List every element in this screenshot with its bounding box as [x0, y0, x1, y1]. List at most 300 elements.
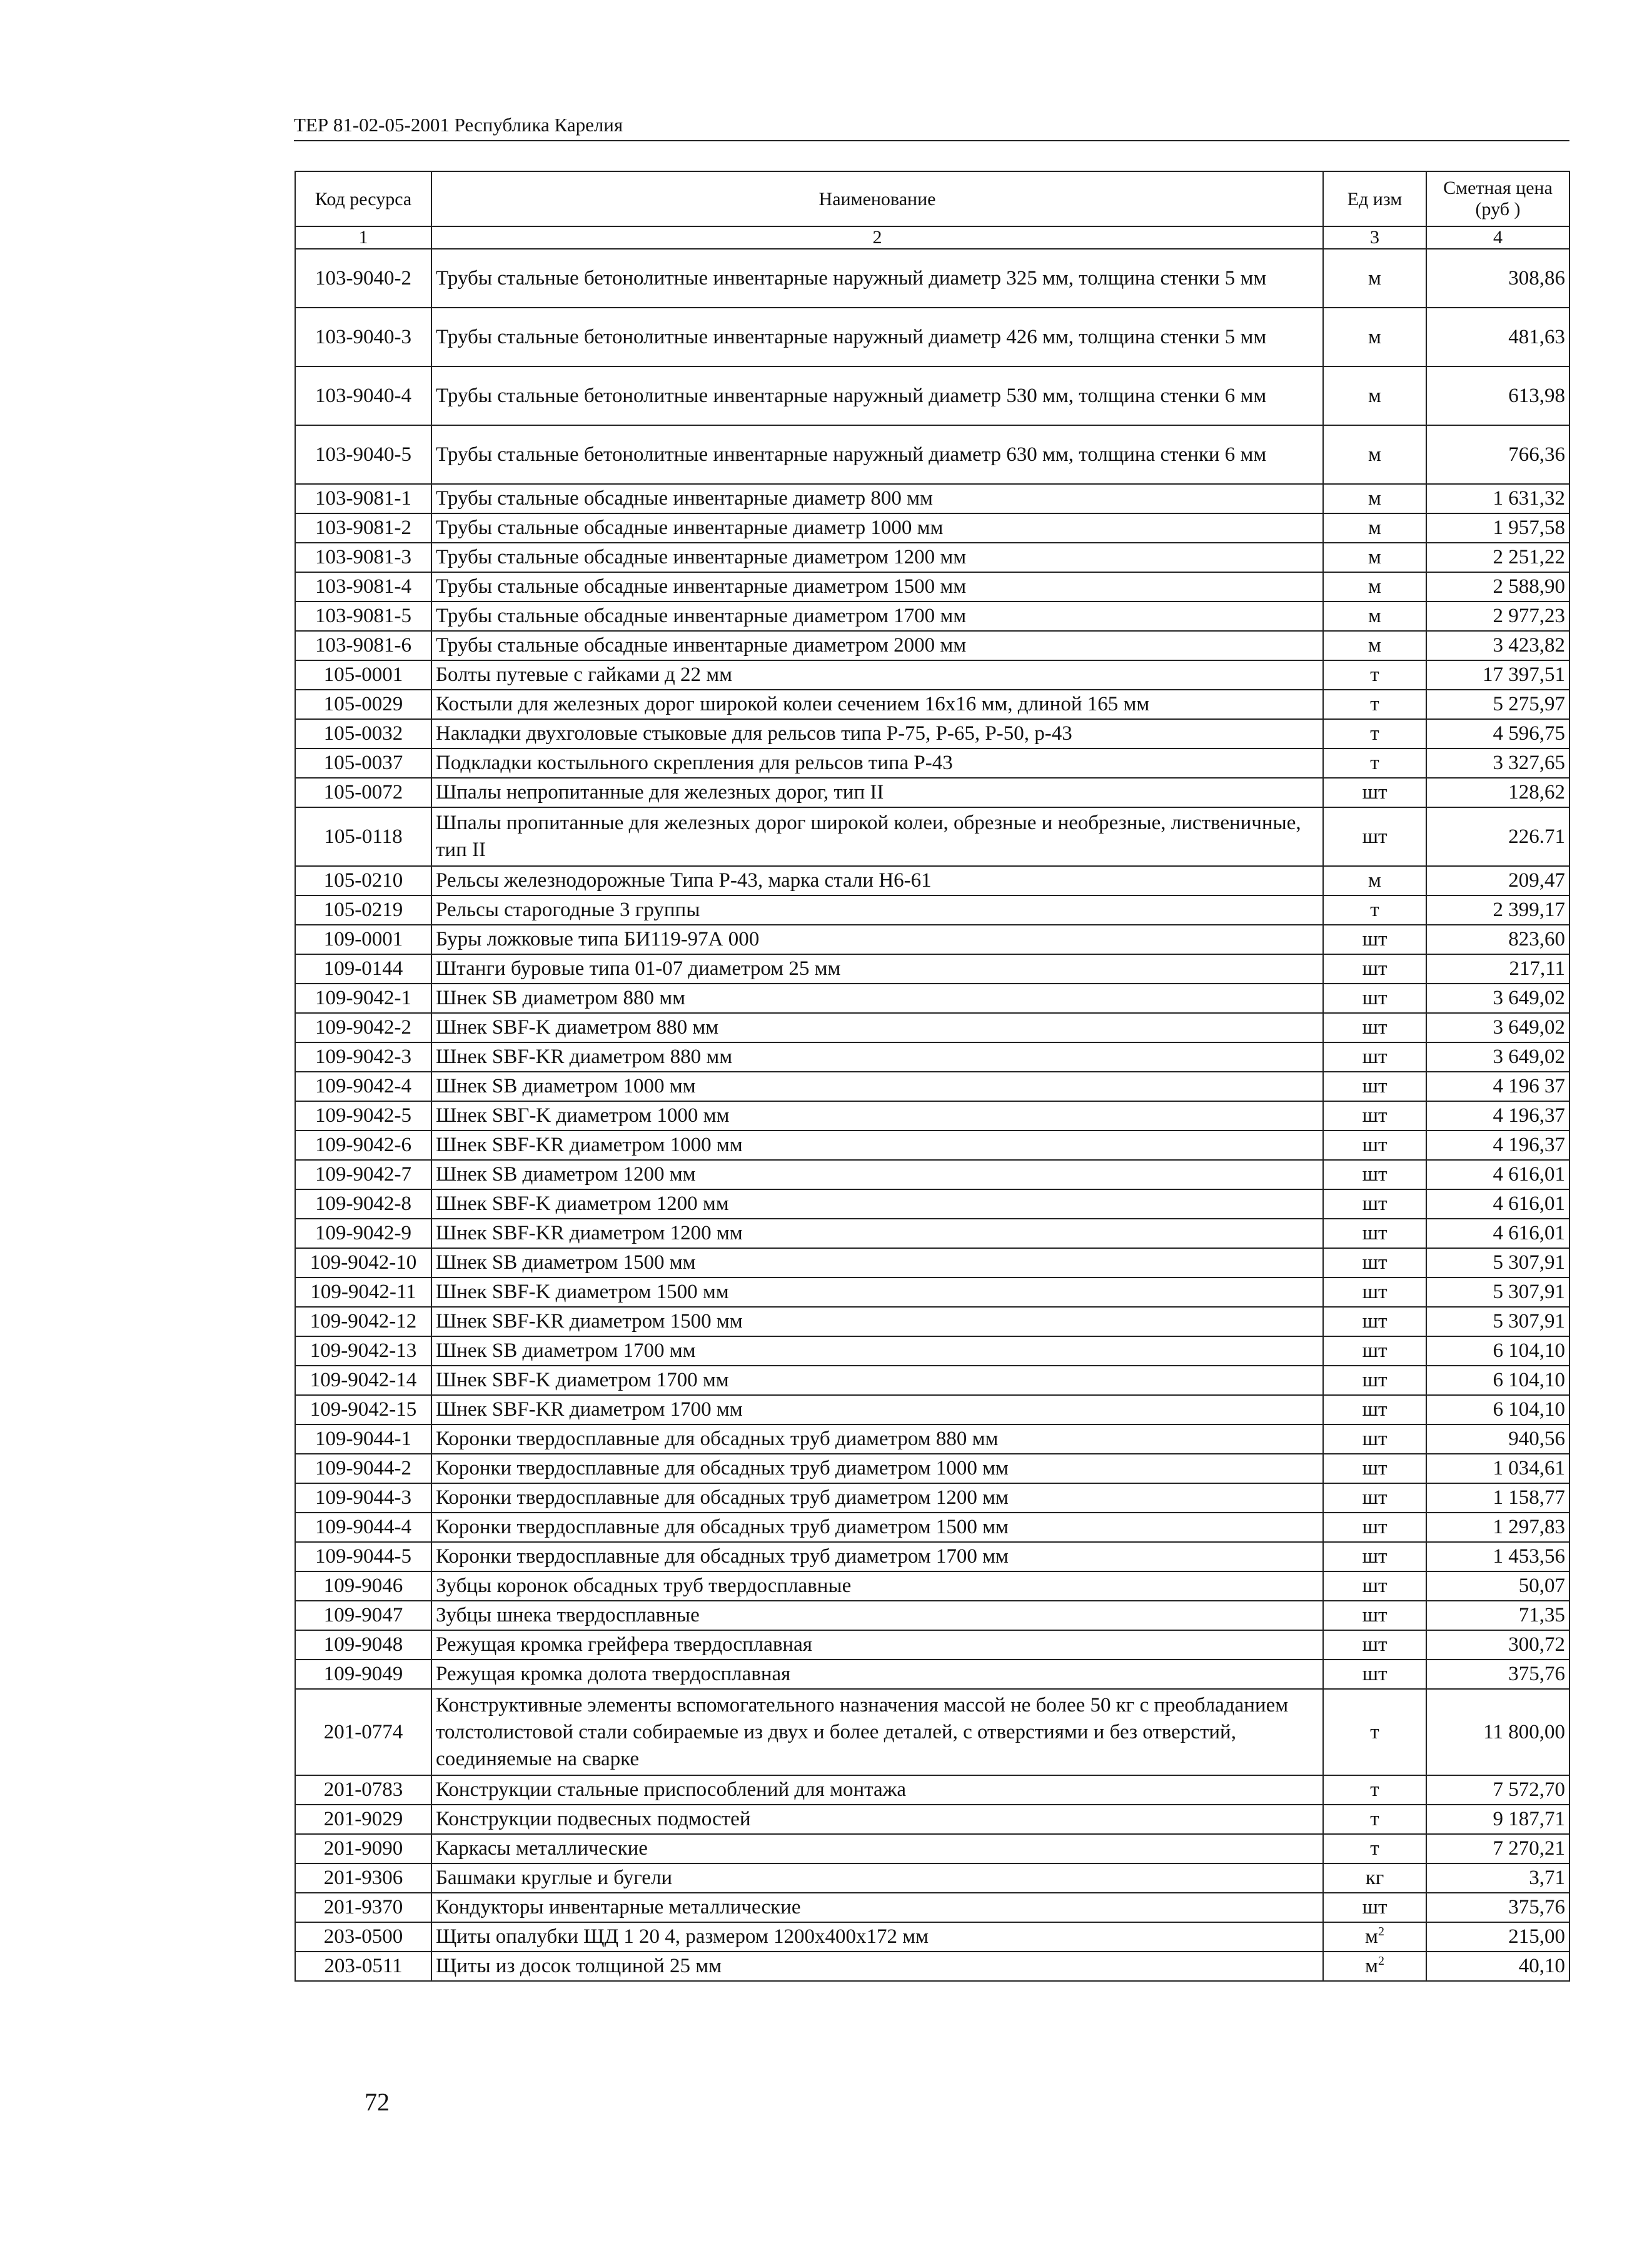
column-header-code: Код ресурса	[295, 171, 431, 226]
price-cell-text: 1 158,77	[1493, 1486, 1565, 1509]
table-row	[295, 484, 1569, 513]
unit-cell-text: шт	[1362, 1104, 1388, 1127]
resource-code-cell	[295, 1805, 431, 1834]
resource-code-cell-text: 109-0144	[323, 957, 403, 980]
table-row	[295, 1189, 1569, 1219]
table-row	[295, 1922, 1569, 1952]
price-cell	[1426, 366, 1569, 425]
table-row	[295, 1336, 1569, 1366]
unit-cell-text: шт	[1362, 1134, 1388, 1156]
resource-name-cell	[431, 1834, 1323, 1863]
unit-cell-text: шт	[1362, 1398, 1388, 1421]
price-cell	[1426, 602, 1569, 631]
resource-code-cell	[295, 1863, 431, 1893]
resource-name-cell-text: Шнек SBF-KR диаметром 1700 мм	[436, 1398, 743, 1421]
unit-cell-text: шт	[1362, 1545, 1388, 1568]
resource-name-cell	[431, 1219, 1323, 1248]
resource-code-cell-text: 109-9042-8	[315, 1192, 411, 1215]
resource-name-cell	[431, 866, 1323, 895]
resource-code-cell-text: 201-9370	[323, 1896, 403, 1918]
resource-name-cell-text: Конструкции подвесных подмостей	[436, 1808, 751, 1830]
resource-code-cell-text: 109-9042-14	[310, 1369, 417, 1391]
resource-name-cell	[431, 484, 1323, 513]
table-row	[295, 1424, 1569, 1454]
price-cell	[1426, 1805, 1569, 1834]
resource-code-cell	[295, 1336, 431, 1366]
unit-cell	[1323, 660, 1426, 690]
table-row	[295, 513, 1569, 543]
resource-code-cell	[295, 1542, 431, 1571]
table-row	[295, 1893, 1569, 1922]
resource-name-cell-text: Штанги буровые типа 01-07 диаметром 25 мм	[436, 957, 841, 980]
price-cell	[1426, 1248, 1569, 1278]
price-cell	[1426, 425, 1569, 484]
price-cell-text: 2 251,22	[1493, 546, 1565, 568]
unit-cell	[1323, 984, 1426, 1013]
price-cell	[1426, 1072, 1569, 1101]
resource-name-cell-text: Трубы стальные бетонолитные инвентарные наружный диаметр 426 мм, толщина стенки 5 мм	[436, 325, 1267, 348]
resource-code-cell-text: 109-9042-11	[310, 1281, 416, 1303]
resource-name-cell	[431, 954, 1323, 984]
unit-cell-text: м	[1368, 384, 1381, 407]
resource-name-cell	[431, 1571, 1323, 1601]
resource-code-cell-text: 109-9042-3	[315, 1046, 411, 1068]
column-number-row	[295, 226, 1569, 249]
resource-name-cell-text: Конструктивные элементы вспомогательного назначения массой не более 50 кг с преобладанием толстолистовой стали собираемые из двух и более деталей, с отверстиями и без отверстий, соединяемые на сварке	[436, 1693, 1289, 1770]
price-cell-text: 9 187,71	[1493, 1808, 1565, 1830]
resource-name-cell	[431, 366, 1323, 425]
resource-name-cell	[431, 1454, 1323, 1483]
unit-cell	[1323, 1219, 1426, 1248]
resource-name-cell-text: Конструкции стальные приспособлений для монтажа	[436, 1778, 907, 1801]
unit-cell	[1323, 308, 1426, 366]
unit-cell	[1323, 602, 1426, 631]
table-row	[295, 925, 1569, 954]
price-cell	[1426, 1307, 1569, 1336]
table-row	[295, 1805, 1569, 1834]
resource-code-cell-text: 103-9081-4	[315, 575, 411, 598]
unit-cell-text: т	[1370, 899, 1379, 921]
resource-code-cell-text: 201-9306	[323, 1867, 403, 1889]
price-cell-text: 6 104,10	[1493, 1339, 1565, 1362]
table-row	[295, 1072, 1569, 1101]
price-cell	[1426, 1278, 1569, 1307]
resource-name-cell-text: Шнек SB диаметром 1500 мм	[436, 1251, 696, 1274]
price-cell-text: 128,62	[1508, 781, 1565, 804]
resource-code-cell	[295, 1366, 431, 1395]
table-row	[295, 1042, 1569, 1072]
price-cell	[1426, 1863, 1569, 1893]
unit-cell-text: шт	[1362, 1339, 1388, 1362]
resource-name-cell	[431, 1160, 1323, 1189]
resource-code-cell-text: 109-9042-10	[310, 1251, 417, 1274]
resource-code-cell-text: 105-0001	[323, 663, 403, 686]
table-row	[295, 660, 1569, 690]
price-cell-text: 1 453,56	[1493, 1545, 1565, 1568]
table-row	[295, 1219, 1569, 1248]
unit-cell-text: шт	[1362, 1310, 1388, 1333]
resource-name-cell-text: Коронки твердосплавные для обсадных труб диаметром 1500 мм	[436, 1516, 1009, 1538]
price-cell-text: 6 104,10	[1493, 1398, 1565, 1421]
price-cell	[1426, 1571, 1569, 1601]
unit-cell-text: шт	[1362, 1604, 1388, 1626]
table-row	[295, 954, 1569, 984]
resource-code-cell	[295, 513, 431, 543]
resource-name-cell-text: Трубы стальные обсадные инвентарные диаметром 1500 мм	[436, 575, 967, 598]
resource-name-cell	[431, 1863, 1323, 1893]
resource-name-cell	[431, 1366, 1323, 1395]
resource-name-cell	[431, 748, 1323, 778]
column-header-name: Наименование	[431, 171, 1323, 226]
table-row	[295, 1630, 1569, 1660]
unit-cell-text: т	[1370, 1808, 1379, 1830]
price-cell-text: 5 307,91	[1493, 1281, 1565, 1303]
unit-cell-text: т	[1370, 1720, 1379, 1743]
resource-code-cell	[295, 1513, 431, 1542]
resource-price-table	[295, 171, 1570, 1982]
resource-name-cell	[431, 1072, 1323, 1101]
resource-code-cell	[295, 249, 431, 308]
price-cell-text: 11 800,00	[1483, 1720, 1565, 1743]
resource-code-cell-text: 201-9029	[323, 1808, 403, 1830]
resource-code-cell-text: 109-9042-6	[315, 1134, 411, 1156]
unit-cell-text: м	[1368, 487, 1381, 510]
price-cell-text: 300,72	[1508, 1633, 1565, 1656]
unit-cell	[1323, 690, 1426, 719]
resource-name-cell-text: Трубы стальные бетонолитные инвентарные наружный диаметр 530 мм, толщина стенки 6 мм	[436, 384, 1267, 407]
resource-code-cell	[295, 1189, 431, 1219]
resource-name-cell-text: Коронки твердосплавные для обсадных труб диаметром 1700 мм	[436, 1545, 1009, 1568]
price-cell	[1426, 513, 1569, 543]
resource-code-cell-text: 103-9040-2	[315, 266, 411, 290]
unit-cell	[1323, 1775, 1426, 1805]
table-row	[295, 308, 1569, 366]
document-title: ТЕР 81-02-05-2001 Республика Карелия	[294, 114, 623, 136]
unit-cell-text: шт	[1362, 1281, 1388, 1303]
resource-name-cell-text: Шнек SBF-KR диаметром 1500 мм	[436, 1310, 743, 1333]
resource-name-cell-text: Кондукторы инвентарные металлические	[436, 1896, 801, 1918]
table-row	[295, 1775, 1569, 1805]
unit-cell-text: т	[1370, 693, 1379, 715]
price-cell	[1426, 1013, 1569, 1042]
unit-cell-text: шт	[1362, 1222, 1388, 1244]
resource-code-cell-text: 201-0783	[323, 1778, 403, 1801]
resource-name-cell-text: Коронки твердосплавные для обсадных труб диаметром 880 мм	[436, 1428, 999, 1450]
resource-code-cell	[295, 1834, 431, 1863]
resource-code-cell	[295, 895, 431, 925]
table-row	[295, 572, 1569, 602]
table-row	[295, 984, 1569, 1013]
price-cell-text: 4 196,37	[1493, 1104, 1565, 1127]
price-cell-text: 375,76	[1508, 1896, 1565, 1918]
price-cell	[1426, 1660, 1569, 1689]
resource-name-cell-text: Шнек SBF-K диаметром 1500 мм	[436, 1281, 729, 1303]
resource-name-cell	[431, 631, 1323, 660]
price-cell	[1426, 484, 1569, 513]
resource-code-cell-text: 105-0219	[323, 899, 403, 921]
unit-cell	[1323, 1922, 1426, 1952]
resource-name-cell-text: Режущая кромка грейфера твердосплавная	[436, 1633, 812, 1656]
price-cell-text: 1 297,83	[1493, 1516, 1565, 1538]
unit-cell-text: шт	[1362, 1663, 1388, 1685]
resource-name-cell	[431, 1952, 1323, 1981]
resource-name-cell	[431, 660, 1323, 690]
resource-name-cell-text: Трубы стальные бетонолитные инвентарные наружный диаметр 630 мм, толщина стенки 6 мм	[436, 443, 1267, 466]
column-header-price: Сметная цена (руб )	[1426, 171, 1569, 226]
unit-cell	[1323, 719, 1426, 748]
resource-name-cell	[431, 690, 1323, 719]
unit-cell-text: шт	[1362, 1016, 1388, 1039]
resource-code-cell-text: 109-9044-4	[315, 1516, 411, 1538]
resource-name-cell-text: Шнек SB диаметром 880 мм	[436, 987, 685, 1009]
resource-code-cell	[295, 1160, 431, 1189]
unit-cell	[1323, 1571, 1426, 1601]
price-cell	[1426, 1542, 1569, 1571]
price-cell	[1426, 1630, 1569, 1660]
resource-name-cell-text: Шнек SBF-K диаметром 880 мм	[436, 1016, 719, 1039]
table-header-row	[295, 171, 1569, 226]
unit-cell	[1323, 1101, 1426, 1131]
resource-name-cell	[431, 1660, 1323, 1689]
table-row	[295, 1660, 1569, 1689]
price-cell-text: 209,47	[1508, 869, 1565, 892]
resource-name-cell-text: Башмаки круглые и бугели	[436, 1867, 673, 1889]
unit-cell	[1323, 1834, 1426, 1863]
unit-cell-text: м	[1368, 266, 1381, 290]
price-cell	[1426, 1395, 1569, 1424]
resource-code-cell	[295, 1395, 431, 1424]
table-row	[295, 1454, 1569, 1483]
resource-code-cell	[295, 1775, 431, 1805]
price-cell	[1426, 1775, 1569, 1805]
price-cell	[1426, 1513, 1569, 1542]
unit-cell	[1323, 1660, 1426, 1689]
unit-cell	[1323, 1395, 1426, 1424]
resource-code-cell-text: 201-9090	[323, 1837, 403, 1860]
resource-code-cell-text: 109-9042-4	[315, 1075, 411, 1097]
unit-cell-text: шт	[1362, 1486, 1388, 1509]
table-row	[295, 1101, 1569, 1131]
table-row	[295, 1366, 1569, 1395]
unit-cell	[1323, 925, 1426, 954]
resource-name-cell-text: Трубы стальные бетонолитные инвентарные наружный диаметр 325 мм, толщина стенки 5 мм	[436, 266, 1267, 290]
price-cell	[1426, 1131, 1569, 1160]
resource-code-cell	[295, 1571, 431, 1601]
resource-code-cell-text: 103-9081-6	[315, 634, 411, 657]
unit-cell-text: шт	[1362, 1046, 1388, 1068]
unit-cell-text: м	[1368, 443, 1381, 466]
price-cell-text: 7 572,70	[1493, 1778, 1565, 1801]
resource-code-cell	[295, 1248, 431, 1278]
unit-cell-text: м	[1368, 325, 1381, 348]
price-cell	[1426, 1454, 1569, 1483]
resource-code-cell-text: 103-9081-1	[315, 487, 411, 510]
price-cell-text: 4 596,75	[1493, 722, 1565, 745]
price-cell	[1426, 719, 1569, 748]
table-row	[295, 778, 1569, 807]
price-cell-text: 2 977,23	[1493, 605, 1565, 627]
column-number: 4	[1426, 226, 1569, 249]
resource-name-cell	[431, 1630, 1323, 1660]
resource-name-cell-text: Трубы стальные обсадные инвентарные диаметром 1700 мм	[436, 605, 967, 627]
resource-code-cell-text: 109-9047	[323, 1604, 403, 1626]
unit-cell	[1323, 1131, 1426, 1160]
resource-code-cell	[295, 572, 431, 602]
resource-name-cell-text: Зубцы шнека твердосплавные	[436, 1604, 700, 1626]
price-cell-text: 766,36	[1508, 443, 1565, 466]
price-cell-text: 3 649,02	[1493, 987, 1565, 1009]
price-cell-text: 2 588,90	[1493, 575, 1565, 598]
unit-cell	[1323, 1366, 1426, 1395]
resource-code-cell	[295, 866, 431, 895]
resource-name-cell	[431, 1189, 1323, 1219]
price-cell-text: 1 034,61	[1493, 1457, 1565, 1479]
unit-cell	[1323, 895, 1426, 925]
resource-code-cell-text: 105-0032	[323, 722, 403, 745]
resource-name-cell-text: Коронки твердосплавные для обсадных труб диаметром 1000 мм	[436, 1457, 1009, 1479]
resource-code-cell-text: 105-0029	[323, 693, 403, 715]
price-cell	[1426, 660, 1569, 690]
resource-code-cell	[295, 308, 431, 366]
resource-code-cell	[295, 1219, 431, 1248]
resource-code-cell-text: 103-9040-4	[315, 384, 411, 407]
table-row	[295, 249, 1569, 308]
price-cell	[1426, 925, 1569, 954]
unit-cell-text: м	[1365, 1925, 1378, 1948]
resource-name-cell-text: Шнек SB диаметром 1000 мм	[436, 1075, 696, 1097]
resource-code-cell	[295, 807, 431, 866]
table-row	[295, 1601, 1569, 1630]
resource-code-cell	[295, 984, 431, 1013]
price-cell-text: 481,63	[1508, 325, 1565, 348]
table-row	[295, 543, 1569, 572]
resource-code-cell	[295, 1454, 431, 1483]
resource-name-cell-text: Шнек SBF-K диаметром 1200 мм	[436, 1192, 729, 1215]
unit-cell-text: шт	[1362, 1633, 1388, 1656]
resource-name-cell-text: Зубцы коронок обсадных труб твердосплавные	[436, 1575, 852, 1597]
resource-code-cell	[295, 1601, 431, 1630]
price-cell-text: 217,11	[1509, 957, 1565, 980]
column-header-unit: Ед изм	[1323, 171, 1426, 226]
unit-cell	[1323, 866, 1426, 895]
table-row	[295, 1834, 1569, 1863]
unit-cell-text: шт	[1362, 1457, 1388, 1479]
resource-name-cell-text: Шнек SBF-KR диаметром 1000 мм	[436, 1134, 743, 1156]
unit-cell	[1323, 249, 1426, 308]
unit-exponent: 2	[1378, 1925, 1384, 1938]
resource-name-cell	[431, 572, 1323, 602]
resource-code-cell	[295, 1483, 431, 1513]
resource-name-cell	[431, 1922, 1323, 1952]
table-row	[295, 1689, 1569, 1775]
resource-name-cell-text: Костыли для железных дорог широкой колеи сечением 16х16 мм, длиной 165 мм	[436, 693, 1150, 715]
resource-code-cell	[295, 778, 431, 807]
resource-code-cell-text: 103-9040-5	[315, 443, 411, 466]
resource-code-cell	[295, 748, 431, 778]
resource-name-cell-text: Шнек SB диаметром 1700 мм	[436, 1339, 696, 1362]
table-row	[295, 895, 1569, 925]
resource-name-cell	[431, 984, 1323, 1013]
resource-code-cell-text: 109-9042-1	[315, 987, 411, 1009]
resource-code-cell-text: 103-9081-5	[315, 605, 411, 627]
price-cell-text: 613,98	[1508, 384, 1565, 407]
price-cell-text: 4 196 37	[1493, 1075, 1565, 1097]
resource-code-cell-text: 109-9049	[323, 1663, 403, 1685]
unit-cell	[1323, 1042, 1426, 1072]
resource-name-cell	[431, 1278, 1323, 1307]
resource-name-cell-text: Шпалы непропитанные для железных дорог, тип II	[436, 781, 884, 804]
price-cell	[1426, 1219, 1569, 1248]
resource-name-cell-text: Шнек SBF-K диаметром 1700 мм	[436, 1369, 729, 1391]
price-cell	[1426, 1366, 1569, 1395]
price-cell-text: 40,10	[1518, 1955, 1565, 1977]
unit-cell	[1323, 1630, 1426, 1660]
resource-name-cell-text: Трубы стальные обсадные инвентарные диаметр 800 мм	[436, 487, 933, 510]
price-cell	[1426, 572, 1569, 602]
resource-name-cell	[431, 602, 1323, 631]
unit-cell	[1323, 1189, 1426, 1219]
page-number: 72	[365, 2088, 390, 2116]
document-header	[294, 113, 1569, 141]
unit-cell-text: шт	[1362, 987, 1388, 1009]
resource-name-cell-text: Щиты опалубки ЩД 1 20 4, размером 1200х400х172 мм	[436, 1925, 929, 1948]
unit-cell-text: шт	[1362, 1428, 1388, 1450]
price-cell-text: 308,86	[1508, 266, 1565, 290]
resource-code-cell	[295, 1131, 431, 1160]
resource-code-cell	[295, 1042, 431, 1072]
unit-cell-text: шт	[1362, 1251, 1388, 1274]
unit-cell	[1323, 1336, 1426, 1366]
unit-cell	[1323, 1454, 1426, 1483]
resource-code-cell-text: 105-0210	[323, 869, 403, 892]
unit-cell-text: шт	[1362, 1575, 1388, 1597]
resource-name-cell	[431, 807, 1323, 866]
resource-code-cell-text: 109-9042-9	[315, 1222, 411, 1244]
table-row	[295, 1513, 1569, 1542]
unit-cell-text: м	[1368, 605, 1381, 627]
resource-name-cell-text: Шнек SBF-KR диаметром 1200 мм	[436, 1222, 743, 1244]
table-row	[295, 807, 1569, 866]
table-row	[295, 719, 1569, 748]
price-cell-text: 5 275,97	[1493, 693, 1565, 715]
table-row	[295, 1483, 1569, 1513]
unit-cell-text: шт	[1362, 928, 1388, 950]
resource-name-cell	[431, 513, 1323, 543]
price-cell-text: 823,60	[1508, 928, 1565, 950]
resource-name-cell	[431, 1042, 1323, 1072]
unit-cell-text: шт	[1362, 825, 1388, 848]
resource-name-cell	[431, 1893, 1323, 1922]
unit-cell-text: шт	[1362, 1075, 1388, 1097]
unit-cell	[1323, 1483, 1426, 1513]
unit-cell-text: м	[1365, 1955, 1378, 1977]
resource-name-cell	[431, 543, 1323, 572]
price-cell	[1426, 748, 1569, 778]
resource-code-cell-text: 109-9044-3	[315, 1486, 411, 1509]
unit-cell	[1323, 1424, 1426, 1454]
price-cell-text: 3 649,02	[1493, 1016, 1565, 1039]
resource-code-cell	[295, 1922, 431, 1952]
resource-code-cell	[295, 425, 431, 484]
resource-code-cell	[295, 484, 431, 513]
resource-code-cell	[295, 1307, 431, 1336]
resource-name-cell	[431, 1424, 1323, 1454]
unit-cell	[1323, 1805, 1426, 1834]
unit-cell-text: м	[1368, 634, 1381, 657]
table-row	[295, 631, 1569, 660]
unit-cell-text: м	[1368, 546, 1381, 568]
unit-cell	[1323, 1513, 1426, 1542]
